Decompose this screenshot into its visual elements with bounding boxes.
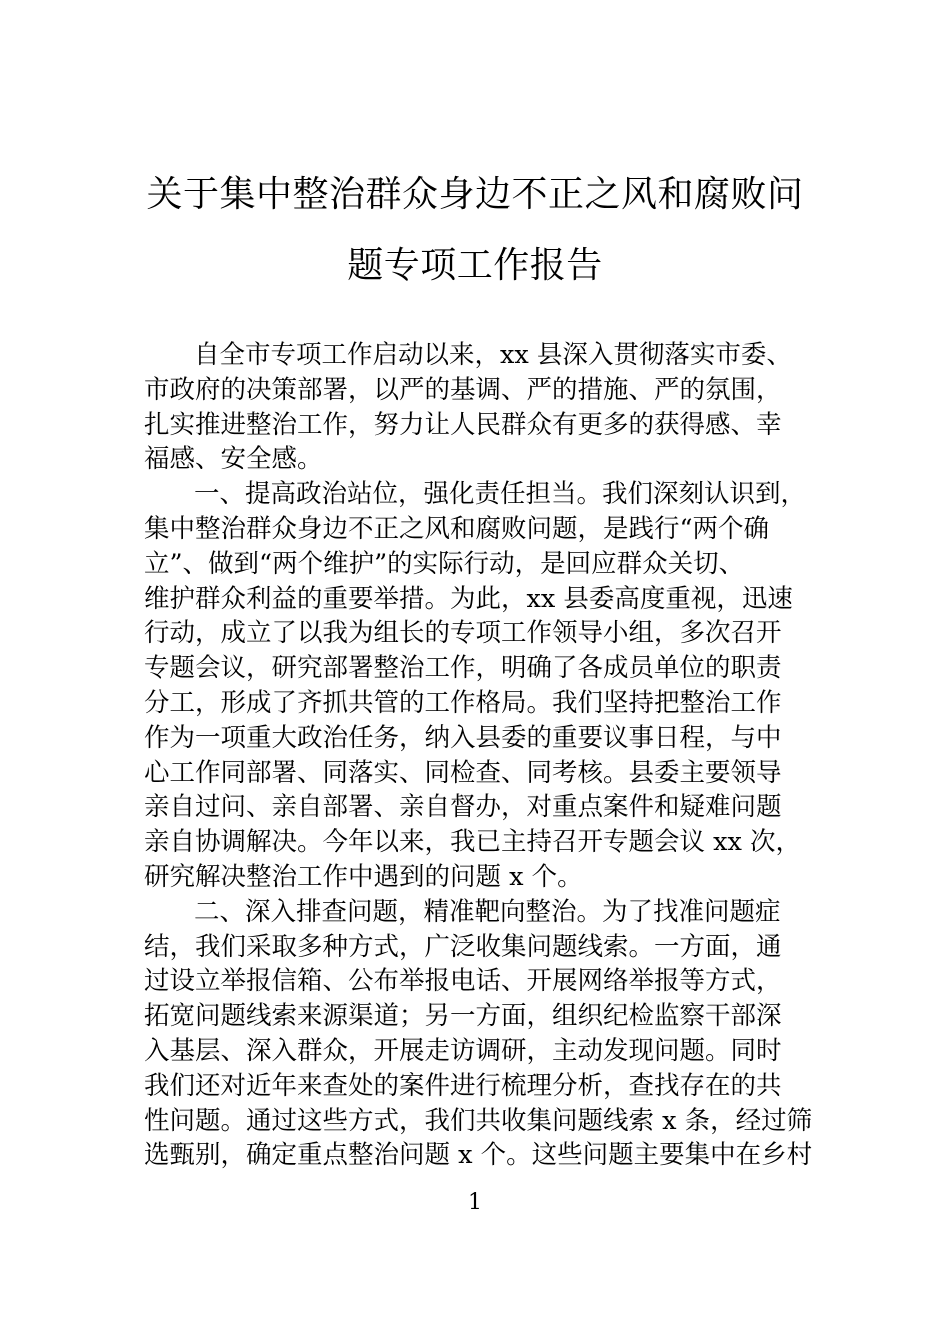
paragraph-3-line-7: 性问题。通过这些方式，我们共收集问题线索 x 条，经过筛 [144,1105,813,1136]
paragraph-2-line-7: 分工，形成了齐抓共管的工作格局。我们坚持把整治工作 [144,687,782,718]
paragraph-2-line-12: 研究解决整治工作中遇到的问题 x 个。 [144,861,583,892]
paragraph-1-line-3: 扎实推进整治工作，努力让人民群众有更多的获得感、幸 [144,409,782,440]
paragraph-2-line-6: 专题会议，研究部署整治工作，明确了各成员单位的职责 [144,653,782,684]
paragraph-1-line-2: 市政府的决策部署，以严的基调、严的措施、严的氛围， [144,374,782,405]
document-title-line-2: 题专项工作报告 [347,245,603,286]
paragraph-2-line-8: 作为一项重大政治任务，纳入县委的重要议事日程，与中 [144,722,782,753]
paragraph-3-line-6: 我们还对近年来查处的案件进行梳理分析，查找存在的共 [144,1070,782,1101]
paragraph-3-line-3: 过设立举报信箱、公布举报电话、开展网络举报等方式， [144,966,782,997]
paragraph-2-line-11: 亲自协调解决。今年以来，我已主持召开专题会议 xx 次， [144,827,801,858]
paragraph-2-line-10: 亲自过问、亲自部署、亲自督办，对重点案件和疑难问题 [144,792,782,823]
paragraph-1-line-1: 自全市专项工作启动以来，xx 县深入贯彻落实市委、 [194,340,792,370]
paragraph-3-line-1: 二、深入排查问题，精准靶向整治。为了找准问题症 [194,896,781,927]
paragraph-3-line-5: 入基层、深入群众，开展走访调研，主动发现问题。同时 [144,1035,782,1066]
paragraph-1-line-4: 福感、安全感。 [144,444,323,475]
page-number: 1 [468,1190,482,1215]
document-title-line-1: 关于集中整治群众身边不正之风和腐败问 [146,174,804,215]
paragraph-2-line-1: 一、提高政治站位，强化责任担当。我们深刻认识到， [194,479,807,510]
paragraph-2-line-2: 集中整治群众身边不正之风和腐败问题，是践行“两个确 [144,513,770,544]
paragraph-3-line-8: 选甄别，确定重点整治问题 x 个。这些问题主要集中在乡村 [144,1140,813,1171]
paragraph-2-line-5: 行动，成立了以我为组长的专项工作领导小组，多次召开 [144,618,782,649]
paragraph-2-line-9: 心工作同部署、同落实、同检查、同考核。县委主要领导 [144,757,782,788]
document-body [144,338,834,1173]
paragraph-3-line-4: 拓宽问题线索来源渠道；另一方面，组织纪检监察干部深 [144,1001,782,1032]
paragraph-2-line-4: 维护群众利益的重要举措。为此，xx 县委高度重视，迅速 [144,583,793,614]
paragraph-2-line-3: 立”、做到“两个维护”的实际行动，是回应群众关切、 [144,548,745,579]
paragraph-3-line-2: 结，我们采取多种方式，广泛收集问题线索。一方面，通 [144,931,782,962]
